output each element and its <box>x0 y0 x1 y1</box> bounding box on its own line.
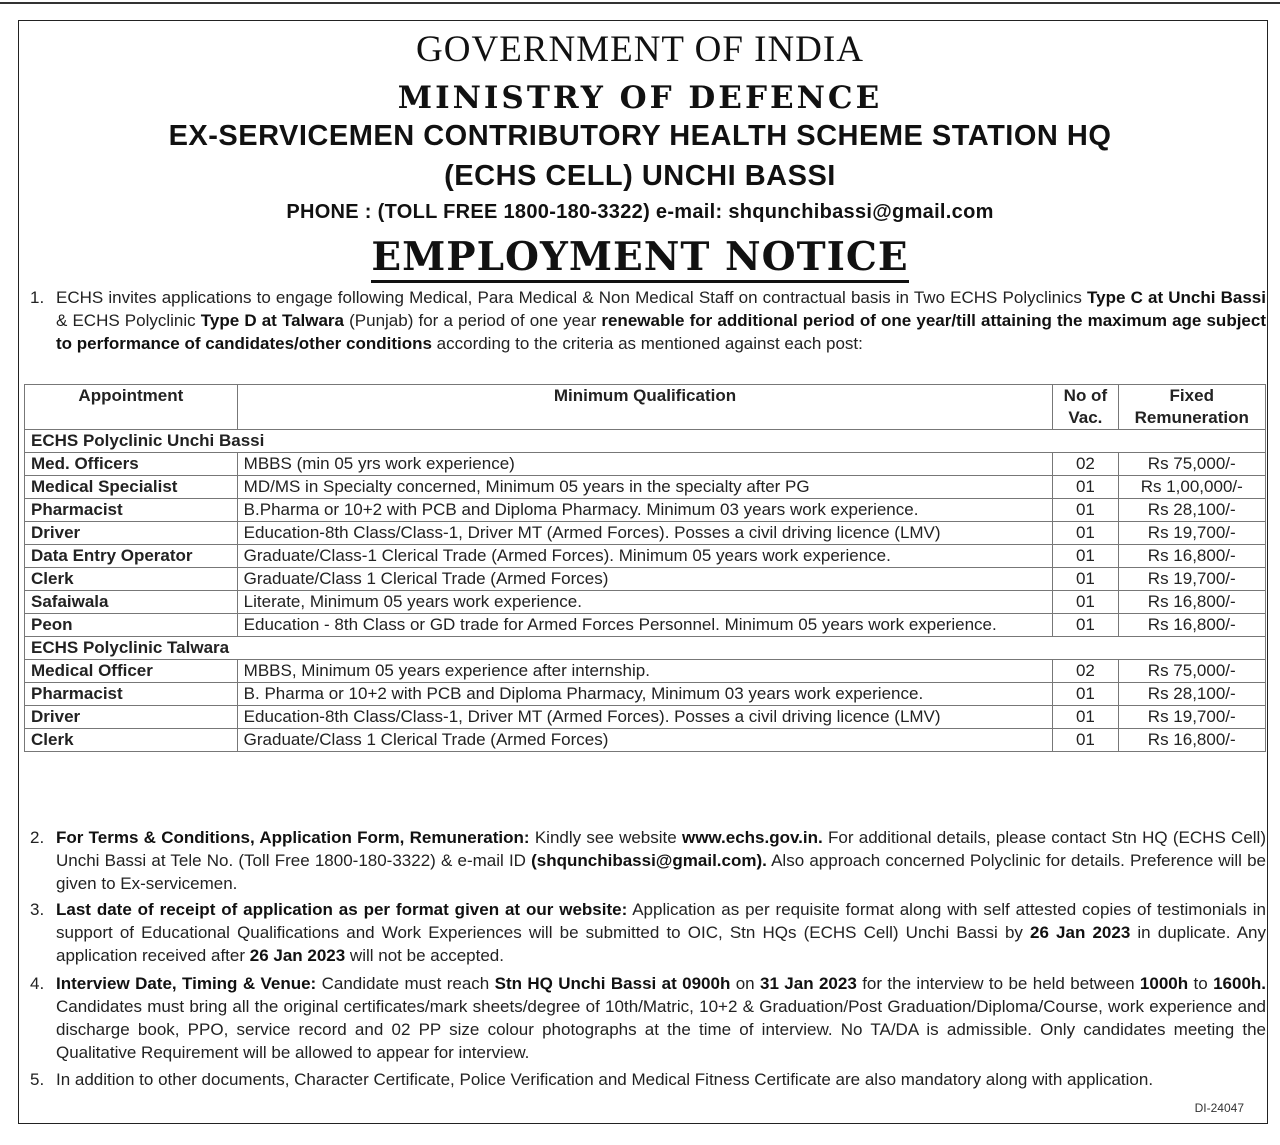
cell-remuneration: Rs 16,800/- <box>1118 729 1266 752</box>
paragraph-5 <box>30 1068 1266 1091</box>
table-row <box>25 706 1266 729</box>
cell-remuneration: Rs 28,100/- <box>1118 683 1266 706</box>
text-bold: 26 Jan 2023 <box>249 946 346 965</box>
cell-vacancies: 01 <box>1053 568 1118 591</box>
cell-remuneration: Rs 1,00,000/- <box>1118 476 1266 499</box>
cell-appointment: Driver <box>25 706 238 729</box>
table-row <box>25 499 1266 522</box>
reference-code: DI-24047 <box>1194 1101 1244 1115</box>
cell-appointment: Peon <box>25 614 238 637</box>
govt-heading: GOVERNMENT OF INDIA <box>416 29 864 70</box>
cell-appointment: Medical Specialist <box>25 476 238 499</box>
text-bold: 26 Jan 2023 <box>1030 923 1131 942</box>
cell-qualification: Education-8th Class/Class-1, Driver MT (Armed Forces). Posses a civil driving licence (LMV) <box>237 706 1053 729</box>
para-text <box>56 826 1266 895</box>
table-row <box>25 522 1266 545</box>
cell-appointment: Clerk <box>25 729 238 752</box>
cell-vacancies: 01 <box>1053 476 1118 499</box>
table-header-row <box>25 385 1266 430</box>
para-number: 5. <box>30 1070 45 1089</box>
cell-qualification: Graduate/Class 1 Clerical Trade (Armed Forces) <box>237 729 1053 752</box>
cell-qualification: Education - 8th Class or GD trade for Armed Forces Personnel. Minimum 05 years work experience. <box>237 614 1053 637</box>
cell-vacancies: 01 <box>1053 614 1118 637</box>
cell-qualification: Graduate/Class-1 Clerical Trade (Armed Forces). Minimum 05 years work experience. <box>237 545 1053 568</box>
text-run: (Punjab) for a period of one year <box>344 311 602 330</box>
text-run: Candidate must reach <box>316 974 495 993</box>
cell-appointment: Medical Officer <box>25 660 238 683</box>
cell-appointment: Pharmacist <box>25 683 238 706</box>
table-body <box>25 430 1266 752</box>
cell-remuneration: Rs 16,800/- <box>1118 614 1266 637</box>
cell-vacancies: 01 <box>1053 683 1118 706</box>
cell-remuneration: Rs 19,700/- <box>1118 522 1266 545</box>
text-bold: For Terms & Conditions, Application Form, Remuneration: <box>56 828 530 847</box>
cell-qualification: B.Pharma or 10+2 with PCB and Diploma Pharmacy. Minimum 03 years work experience. <box>237 499 1053 522</box>
cell-appointment: Safaiwala <box>25 591 238 614</box>
para-text <box>56 898 1266 967</box>
text-run: in duplicate. Any application received after <box>56 923 1267 965</box>
cell-appointment: Clerk <box>25 568 238 591</box>
table-row <box>25 476 1266 499</box>
notice-title-text: EMPLOYMENT NOTICE <box>371 234 908 283</box>
table-row <box>25 545 1266 568</box>
section-title: ECHS Polyclinic Unchi Bassi <box>25 430 1266 453</box>
cell-heading: (ECHS CELL) UNCHI BASSI <box>444 160 836 192</box>
header-qualification: Minimum Qualification <box>237 385 1053 430</box>
section-row <box>25 637 1266 660</box>
ministry-heading: MINISTRY OF DEFENCE <box>397 80 883 116</box>
text-run: on <box>730 974 761 993</box>
vacancy-table <box>24 384 1266 752</box>
cell-appointment: Data Entry Operator <box>25 545 238 568</box>
text-run: Also approach concerned Polyclinic for details. Preference will be given to Ex-servicemen. <box>56 851 1267 893</box>
table-row <box>25 660 1266 683</box>
para-number: 1. <box>30 288 45 307</box>
text-run: Kindly see website <box>529 828 682 847</box>
notice-title <box>0 234 1280 280</box>
text-bold: Interview Date, Timing & Venue: <box>56 974 317 993</box>
cell-remuneration: Rs 19,700/- <box>1118 706 1266 729</box>
text-bold: Stn HQ Unchi Bassi at 0900h <box>494 974 731 993</box>
text-bold: Type C at Unchi Bassi <box>1087 288 1266 307</box>
cell-vacancies: 01 <box>1053 522 1118 545</box>
para-number: 2. <box>30 828 45 847</box>
cell-qualification: Graduate/Class 1 Clerical Trade (Armed Forces) <box>237 568 1053 591</box>
cell-qualification: Education-8th Class/Class-1, Driver MT (Armed Forces). Posses a civil driving licence (LMV) <box>237 522 1053 545</box>
text-bold: renewable for additional period of one year/till attaining the maximum age subject to performance of candidates/other conditions <box>56 311 1266 353</box>
text-run: ECHS invites applications to engage following Medical, Para Medical & Non Medical Staff on contractual basis in Two ECHS Polyclinics <box>56 288 1088 307</box>
org-heading: EX-SERVICEMEN CONTRIBUTORY HEALTH SCHEME STATION HQ <box>168 120 1112 152</box>
para-number: 4. <box>30 974 45 993</box>
cell-remuneration: Rs 16,800/- <box>1118 545 1266 568</box>
header-appointment: Appointment <box>25 385 238 430</box>
cell-vacancies: 01 <box>1053 729 1118 752</box>
text-run: & ECHS Polyclinic <box>56 311 201 330</box>
cell-remuneration: Rs 16,800/- <box>1118 591 1266 614</box>
cell-qualification: MBBS (min 05 yrs work experience) <box>237 453 1053 476</box>
para-text <box>56 286 1266 355</box>
cell-remuneration: Rs 75,000/- <box>1118 660 1266 683</box>
para-number: 3. <box>30 900 45 919</box>
table-row <box>25 683 1266 706</box>
text-run: For additional details, please contact Stn HQ (ECHS Cell) Unchi Bassi at Tele No. (Toll Free 1800-180-3322) & e-mail ID <box>56 828 1266 870</box>
cell-vacancies: 01 <box>1053 591 1118 614</box>
text-bold: 1000h <box>1139 974 1189 993</box>
website-link: www.echs.gov.in. <box>681 828 823 847</box>
table-row <box>25 729 1266 752</box>
table-row <box>25 591 1266 614</box>
cell-appointment: Med. Officers <box>25 453 238 476</box>
header-vacancies: No of Vac. <box>1053 385 1118 430</box>
cell-vacancies: 01 <box>1053 545 1118 568</box>
text-run: Candidates must bring all the original certificates/mark sheets/degree of 10th/Matric, 10+2 & Graduation/Post Graduation/Diploma/Course, work experience and discharge book, PPO, service record and 02 PP size colour photographs at the time of interview. No TA/DA is admissible. Only candidates meeting the Qualitative Requirement will be allowed to appear for interview. <box>56 997 1266 1062</box>
header-remuneration: Fixed Remuneration <box>1118 385 1266 430</box>
text-run: for the interview to be held between <box>856 974 1140 993</box>
cell-remuneration: Rs 19,700/- <box>1118 568 1266 591</box>
cell-qualification: MBBS, Minimum 05 years experience after internship. <box>237 660 1053 683</box>
text-run: to <box>1188 974 1214 993</box>
cell-qualification: MD/MS in Specialty concerned, Minimum 05 years in the specialty after PG <box>237 476 1053 499</box>
paragraph-3 <box>30 898 1266 967</box>
text-bold: Last date of receipt of application as per format given at our website: <box>56 900 628 919</box>
cell-appointment: Pharmacist <box>25 499 238 522</box>
paragraph-4 <box>30 972 1266 1064</box>
cell-remuneration: Rs 28,100/- <box>1118 499 1266 522</box>
cell-vacancies: 01 <box>1053 706 1118 729</box>
cell-qualification: Literate, Minimum 05 years work experience. <box>237 591 1053 614</box>
para-text <box>56 972 1266 1064</box>
text-bold: 1600h. <box>1213 974 1267 993</box>
cell-qualification: B. Pharma or 10+2 with PCB and Diploma Pharmacy, Minimum 03 years work experience. <box>237 683 1053 706</box>
section-title: ECHS Polyclinic Talwara <box>25 637 1266 660</box>
cell-vacancies: 02 <box>1053 660 1118 683</box>
table-row <box>25 568 1266 591</box>
cell-remuneration: Rs 75,000/- <box>1118 453 1266 476</box>
email-text: (shqunchibassi@gmail.com). <box>531 851 767 870</box>
section-row <box>25 430 1266 453</box>
text-run: will not be accepted. <box>345 946 504 965</box>
table-row <box>25 453 1266 476</box>
text-run: according to the criteria as mentioned against each post: <box>431 334 863 353</box>
paragraph-1 <box>30 286 1266 355</box>
cell-vacancies: 01 <box>1053 499 1118 522</box>
text-bold: 31 Jan 2023 <box>760 974 857 993</box>
text-run: Application as per requisite format along with self attested copies of testimonials in support of Educational Qualifications and Work Experiences will be submitted to OIC, Stn HQs (ECHS Cell) Unchi Bassi by <box>56 900 1266 942</box>
contact-line: PHONE : (TOLL FREE 1800-180-3322) e-mail: shqunchibassi@gmail.com <box>286 201 994 223</box>
cell-vacancies: 02 <box>1053 453 1118 476</box>
top-border-line <box>0 2 1280 4</box>
table-row <box>25 614 1266 637</box>
paragraph-2 <box>30 826 1266 895</box>
cell-appointment: Driver <box>25 522 238 545</box>
para-text: In addition to other documents, Character Certificate, Police Verification and Medical Fitness Certificate are also mandatory along with application. <box>56 1070 1154 1089</box>
text-bold: Type D at Talwara <box>200 311 344 330</box>
